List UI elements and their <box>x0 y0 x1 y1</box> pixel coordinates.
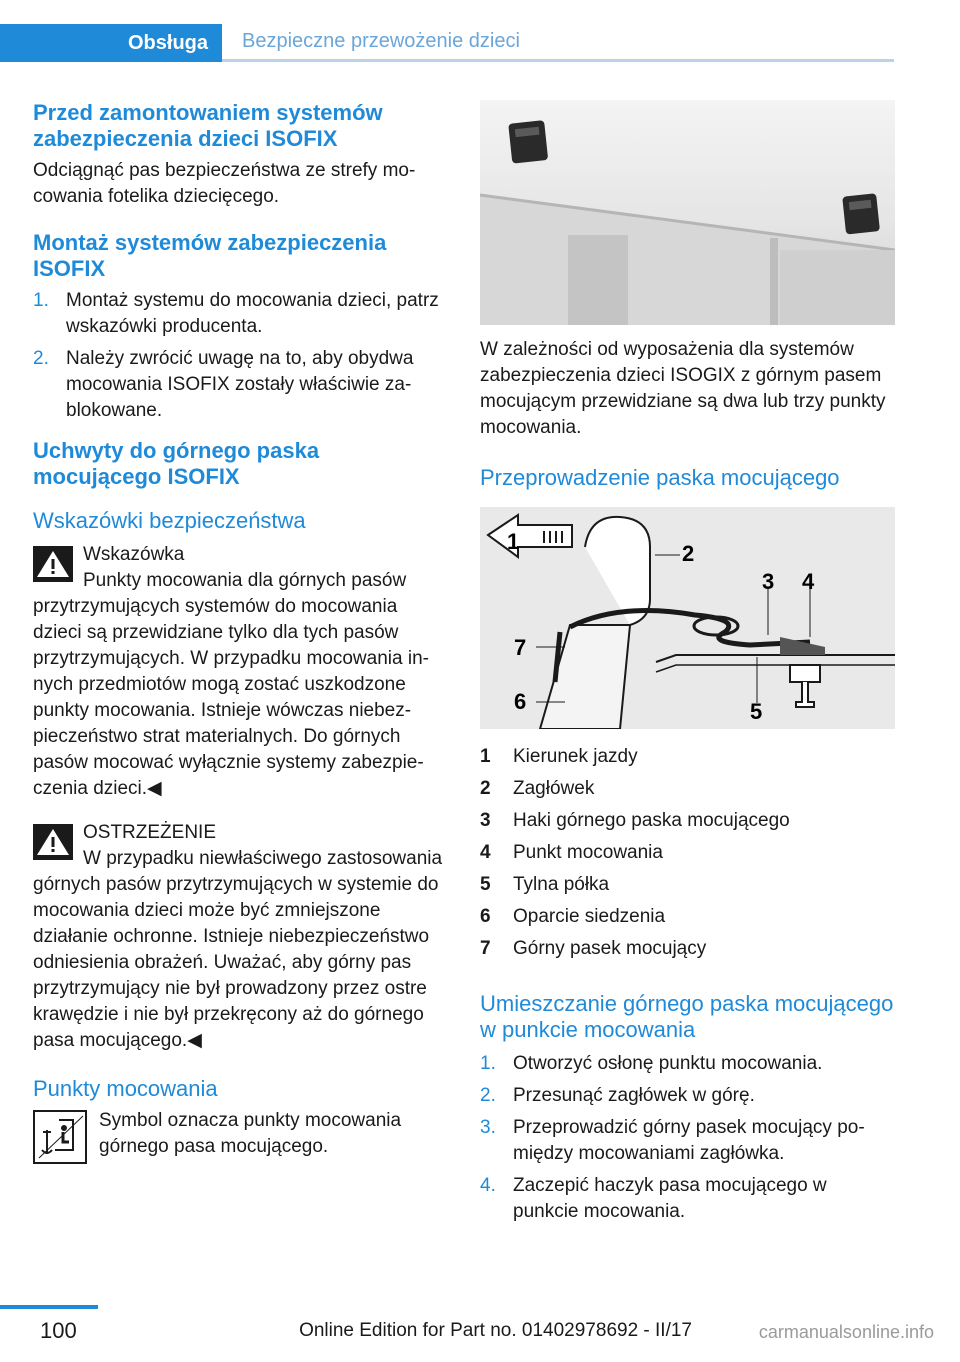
heading-isofix-install: Montaż systemów zabezpieczenia ISOFIX <box>33 230 387 281</box>
step-text: Przesunąć zagłówek w górę. <box>513 1085 755 1106</box>
list-item <box>480 1051 895 1077</box>
step-text: Montaż systemu do mocowania dzieci, patrz wskazówki producenta. <box>66 290 439 337</box>
legend-item <box>480 741 895 773</box>
step-text: Należy zwrócić uwagę na to, aby obydwa mocowania ISOFIX zostały właściwie zablokowane. <box>66 348 414 421</box>
diagram-label: 7 <box>514 635 527 660</box>
install-steps <box>33 288 448 424</box>
step-text: Otworzyć osłonę punktu mocowania. <box>513 1053 823 1074</box>
symbol-description: Symbol oznacza punkty mocowania górnego pasa mocującego. <box>99 1110 402 1157</box>
step-number: 4. <box>480 1175 496 1196</box>
heading-safety-tips: Wskazówki bezpieczeństwa <box>33 508 306 533</box>
strap-routing-diagram <box>480 507 895 729</box>
page-number: 100 <box>40 1318 77 1343</box>
photo-caption: W zależności od wyposażenia dla systemów zabezpieczenia dzieci ISOGIX z górnym pasem mocującym przewidziane są dwa lub trzy punkty mocowania. <box>480 339 886 438</box>
heading-anchor-points: Punkty mocowania <box>33 1076 218 1101</box>
diagram-label: 3 <box>762 569 775 594</box>
diagram-label: 5 <box>750 699 763 724</box>
anchor-covers-image <box>480 100 895 325</box>
step-text: Przeprowadzić górny pasek mocujący pomiędzy mocowaniami zagłówka. <box>513 1117 865 1164</box>
legend-value: Tylna półka <box>513 874 610 895</box>
legend-value: Oparcie siedzenia <box>513 906 666 927</box>
paragraph-pull-belt: Odciągnąć pas bezpieczeństwa ze strefy mocowania fotelika dziecięcego. <box>33 160 416 207</box>
legend-item <box>480 773 895 805</box>
notice-text: Punkty mocowania dla górnych pasów przytrzymujących systemów do mocowania dzieci są przewidziane tylko dla tych pasów przytrzymujących. W przypadku mocowania innych przedmiotów mogą zostać uszkodzone punkty mocowania. Istnieje wówczas niebezpieczeństwo strat materialnych. Do górnych pasów mocować wyłącznie systemy zabezpieczenia dzieci.◀ <box>33 570 429 799</box>
legend-value: Punkt mocowania <box>513 842 663 863</box>
warning-triangle-icon <box>33 546 73 582</box>
legend-key: 5 <box>480 874 491 895</box>
notice-block <box>33 542 448 802</box>
legend-value: Haki górnego paska mocującego <box>513 810 790 831</box>
heading-before-isofix: Przed zamontowaniem systemów zabezpieczenia dzieci ISOFIX <box>33 100 383 151</box>
legend-key: 3 <box>480 810 491 831</box>
legend-value: Zagłówek <box>513 778 595 799</box>
diagram-label: 2 <box>682 541 695 566</box>
legend-item <box>480 933 895 965</box>
diagram-label: 4 <box>802 569 815 594</box>
list-item <box>480 1173 895 1225</box>
watermark: carmanualsonline.info <box>758 1322 934 1342</box>
legend-value: Kierunek jazdy <box>513 746 638 767</box>
warning-triangle-icon <box>33 824 73 860</box>
child-seat-anchor-icon <box>33 1110 87 1164</box>
legend-key: 6 <box>480 906 491 927</box>
legend-item <box>480 901 895 933</box>
page-header <box>0 0 960 62</box>
tab-obsluga[interactable]: Obsługa <box>0 24 222 62</box>
step-text: Zaczepić haczyk pasa mocującego w punkcie mocowania. <box>513 1175 827 1222</box>
legend-key: 1 <box>480 746 491 767</box>
step-number: 1. <box>33 290 49 311</box>
legend-item <box>480 805 895 837</box>
legend-item <box>480 869 895 901</box>
heading-attach-strap: Umieszczanie górnego paska mocującego w punkcie mocowania <box>480 991 894 1042</box>
list-item <box>480 1083 895 1109</box>
footer-accent-line <box>0 1305 98 1309</box>
diagram-label: 1 <box>507 529 520 554</box>
car-interior-photo <box>480 100 895 325</box>
legend <box>480 741 895 965</box>
list-item <box>33 346 448 424</box>
symbol-block <box>33 1108 448 1160</box>
edition-text: Online Edition for Part no. 01402978692 - II/17 <box>299 1320 692 1341</box>
diagram-label: 6 <box>514 689 527 714</box>
heading-tether-anchors: Uchwyty do górnego paska mocującego ISOFIX <box>33 438 320 489</box>
left-column <box>33 100 448 1160</box>
step-number: 2. <box>480 1085 496 1106</box>
legend-item <box>480 837 895 869</box>
notice-title: Wskazówka <box>83 544 185 565</box>
heading-routing-strap: Przeprowadzenie paska mocującego <box>480 465 840 490</box>
step-number: 3. <box>480 1117 496 1138</box>
diagram-drawing <box>480 507 895 729</box>
warning-text: W przypadku niewłaściwego zastosowania górnych pasów przytrzymujących w systemie do mocowania dzieci może być zmniejszone działanie ochronne. Istnieje niebezpieczeństwo odniesienia obrażeń. Uważać, aby górny pas przytrzymujący nie był prowadzony przez ostre krawędzie i nie był przekręcony aż do górnego pasa mocującego.◀ <box>33 848 443 1051</box>
legend-key: 4 <box>480 842 491 863</box>
legend-value: Górny pasek mocujący <box>513 938 707 959</box>
warning-block <box>33 820 448 1054</box>
list-item <box>480 1115 895 1167</box>
warning-title: OSTRZEŻENIE <box>83 822 217 843</box>
right-column <box>480 100 895 1231</box>
tab-bezpieczne-przewozenie[interactable]: Bezpieczne przewożenie dzieci <box>222 24 894 62</box>
legend-key: 2 <box>480 778 491 799</box>
step-number: 2. <box>33 348 49 369</box>
attach-steps <box>480 1051 895 1225</box>
legend-key: 7 <box>480 938 491 959</box>
list-item <box>33 288 448 340</box>
step-number: 1. <box>480 1053 496 1074</box>
